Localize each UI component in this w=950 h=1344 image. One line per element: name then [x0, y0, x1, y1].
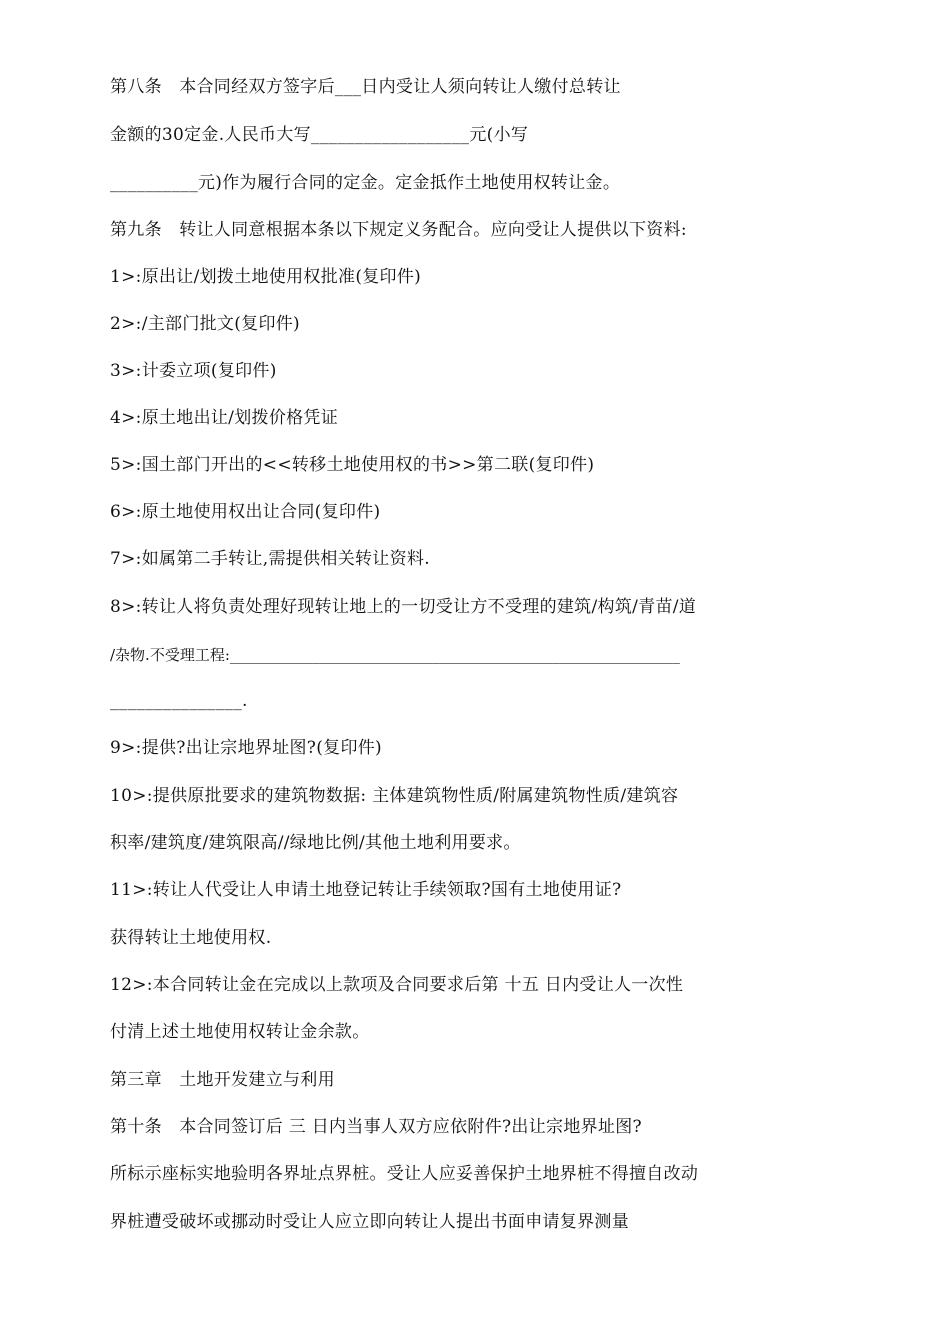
text-line: 6>:原土地使用权出让合同(复印件) — [110, 502, 381, 522]
text-line: 10>:提供原批要求的建筑物数据: 主体建筑物性质/附属建筑物性质/建筑容 — [110, 786, 679, 806]
text-line: 积率/建筑度/建筑限高//绿地比例/其他土地利用要求。 — [110, 833, 521, 853]
text-line: 2>:/主部门批文(复印件) — [110, 314, 300, 334]
text-line: /杂物.不受理工程:____________________________________________________________ — [110, 646, 680, 664]
text-line: 1>:原出让/划拨土地使用权批准(复印件) — [110, 267, 422, 287]
chapter-heading: 第三章 土地开发建立与利用 — [110, 1070, 335, 1090]
text-line: 8>:转让人将负责处理好现转让地上的一切受让方不受理的建筑/构筑/青苗/道 — [110, 597, 697, 617]
text-line: 3>:计委立项(复印件) — [110, 361, 277, 381]
text-line: 7>:如属第二手转让,需提供相关转让资料. — [110, 549, 430, 569]
text-line: 所标示座标实地验明各界址点界桩。受让人应妥善保护土地界桩不得擅自改动 — [110, 1164, 699, 1184]
text-line: 付清上述土地使用权转让金余款。 — [110, 1022, 370, 1042]
text-line: 11>:转让人代受让人申请土地登记转让手续领取?国有土地使用证? — [110, 880, 622, 900]
text-line: 4>:原土地出让/划拨价格凭证 — [110, 408, 339, 428]
text-line: 5>:国土部门开出的<<转移土地使用权的书>>第二联(复印件) — [110, 455, 595, 475]
text-line: _______________. — [110, 691, 248, 711]
text-line: 第十条 本合同签订后 三 日内当事人双方应依附件?出让宗地界址图? — [110, 1117, 642, 1137]
text-line: 第九条 转让人同意根据本条以下规定义务配合。应向受让人提供以下资料: — [110, 220, 687, 240]
text-line: 界桩遭受破坏或挪动时受让人应立即向转让人提出书面申请复界测量 — [110, 1212, 629, 1232]
text-line: 第八条 本合同经双方签字后___日内受让人须向转让人缴付总转让 — [110, 77, 621, 97]
text-line: 金额的30定金.人民币大写__________________元(小写 — [110, 125, 529, 145]
text-line: 获得转让土地使用权. — [110, 928, 272, 948]
text-line: 12>:本合同转让金在完成以上款项及合同要求后第 十五 日内受让人一次性 — [110, 975, 684, 995]
text-line: __________元)作为履行合同的定金。定金抵作土地使用权转让金。 — [110, 173, 621, 193]
text-line: 9>:提供?出让宗地界址图?(复印件) — [110, 738, 382, 758]
